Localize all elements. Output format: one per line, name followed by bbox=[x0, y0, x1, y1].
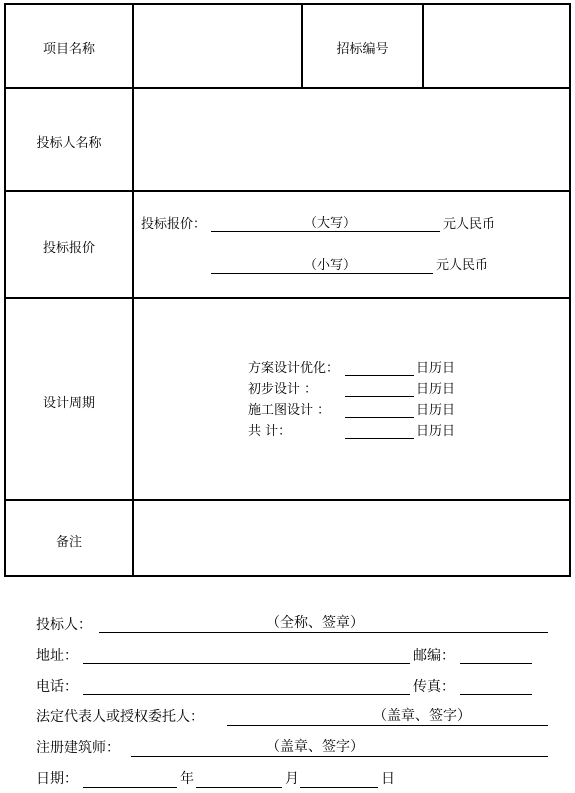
year-label: 年 bbox=[180, 771, 194, 787]
remarks-label: 备注 bbox=[55, 535, 82, 550]
design-row-label: 方案设计优化： bbox=[248, 361, 340, 376]
table-border-right bbox=[569, 3, 571, 577]
bid-price-label: 投标报价 bbox=[42, 241, 95, 256]
lower-case-note: （小写） bbox=[304, 258, 357, 273]
table-border-left bbox=[4, 3, 6, 577]
design-row-field[interactable] bbox=[345, 396, 414, 397]
date-year-field[interactable] bbox=[83, 787, 177, 788]
design-row-unit: 日历日 bbox=[416, 361, 456, 376]
bidder-name-value[interactable] bbox=[134, 89, 569, 190]
architect-label: 注册建筑师： bbox=[36, 740, 120, 756]
date-day-field[interactable] bbox=[300, 787, 378, 788]
legal-rep-note: （盖章、签字） bbox=[373, 708, 471, 724]
row-divider bbox=[4, 297, 571, 299]
bid-number-label: 招标编号 bbox=[336, 42, 389, 57]
architect-field[interactable] bbox=[131, 756, 548, 757]
design-row-label: 施工图设计 ： bbox=[248, 403, 331, 418]
project-name-label: 项目名称 bbox=[42, 42, 95, 57]
bidder-name-label: 投标人名称 bbox=[36, 136, 102, 151]
phone-field[interactable] bbox=[83, 694, 410, 695]
design-row-unit: 日历日 bbox=[416, 382, 456, 397]
postcode-field[interactable] bbox=[460, 663, 532, 664]
legal-rep-field[interactable] bbox=[227, 725, 548, 726]
fax-label: 传真： bbox=[413, 679, 455, 695]
day-label: 日 bbox=[381, 771, 395, 787]
date-label: 日期： bbox=[36, 771, 78, 787]
unit-label: 元人民币 bbox=[436, 258, 489, 273]
design-row-unit: 日历日 bbox=[416, 424, 456, 439]
table-border-bottom bbox=[4, 575, 571, 577]
fax-field[interactable] bbox=[460, 694, 532, 695]
phone-label: 电话： bbox=[36, 679, 78, 695]
project-name-value[interactable] bbox=[134, 5, 301, 87]
architect-note: （盖章、签字） bbox=[266, 739, 364, 755]
design-row-unit: 日历日 bbox=[416, 403, 456, 418]
bidder-note: （全称、签章） bbox=[266, 615, 364, 631]
remarks-value[interactable] bbox=[134, 501, 569, 575]
unit-label: 元人民币 bbox=[443, 217, 496, 232]
design-row-field[interactable] bbox=[345, 375, 414, 376]
address-field[interactable] bbox=[83, 663, 410, 664]
month-label: 月 bbox=[285, 771, 299, 787]
bidder-field[interactable] bbox=[99, 632, 548, 633]
date-month-field[interactable] bbox=[196, 787, 282, 788]
bid-price-prefix: 投标报价： bbox=[141, 217, 207, 232]
bidder-label: 投标人： bbox=[36, 617, 92, 633]
design-row-field[interactable] bbox=[345, 417, 414, 418]
upper-case-note: （大写） bbox=[304, 216, 357, 231]
design-period-label: 设计周期 bbox=[42, 396, 95, 411]
design-row-field[interactable] bbox=[345, 438, 414, 439]
postcode-label: 邮编： bbox=[413, 648, 455, 664]
legal-rep-label: 法定代表人或授权委托人： bbox=[36, 709, 204, 725]
design-row-label: 共 计： bbox=[248, 424, 292, 439]
row-divider bbox=[4, 190, 571, 192]
address-label: 地址： bbox=[36, 648, 78, 664]
bid-number-value[interactable] bbox=[424, 5, 569, 87]
design-row-label: 初步设计 ： bbox=[248, 382, 318, 397]
